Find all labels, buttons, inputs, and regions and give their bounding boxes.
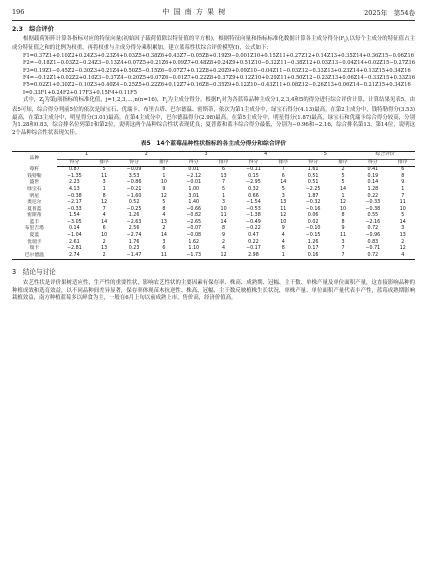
table-cell: −0.86 <box>126 180 142 186</box>
table-cell: 4 <box>281 239 285 245</box>
table-row <box>12 180 415 187</box>
table-cell: 0.52 <box>128 200 140 206</box>
table-cell: 11 <box>101 173 108 179</box>
cell-variety: 绿宝石 <box>27 186 42 192</box>
table-cell: 1.26 <box>307 239 319 245</box>
table-cell: −0.33 <box>66 206 82 212</box>
cell-variety: 瑞卡 <box>29 246 40 252</box>
table-row <box>12 233 415 240</box>
table-cell: −3.05 <box>66 219 82 225</box>
table-cell: 5 <box>222 186 226 192</box>
table-cell: 13 <box>101 246 108 252</box>
table-cell: 0.16 <box>296 253 331 260</box>
table-cell: −0.32 <box>305 200 321 206</box>
table-cell: 7 <box>401 193 405 199</box>
table-cell: 3 <box>401 226 405 232</box>
table-cell: 0.15 <box>248 173 259 179</box>
table-cell: 7 <box>281 167 285 173</box>
table-cell: 0.02 <box>307 219 319 225</box>
table-cell: −0.11 <box>246 167 261 173</box>
table-cell: −2.81 <box>66 246 82 252</box>
table-cell: 13 <box>399 233 406 239</box>
table-cell: 0.23 <box>128 246 140 252</box>
col-rank: 排序 <box>152 159 176 167</box>
table-cell: 9 <box>222 233 226 239</box>
table-cell: 5 <box>102 167 106 173</box>
table-cell: 1 <box>222 193 226 199</box>
table-cell: 10 <box>220 206 227 212</box>
table-cell: 1.62 <box>188 239 200 245</box>
table-cell: 14 <box>160 233 167 239</box>
table-cell: −0.22 <box>246 226 261 232</box>
table-cell: 5 <box>341 173 345 179</box>
table-cell: 2 <box>102 239 106 245</box>
table-cell: 9 <box>401 180 405 186</box>
equation-f5: F5=0.02Z1+0.30Z2−0.10Z3+0.40Z4−0.25Z5+0.22Z6+0.12Z7+0.16Z8−0.35Z9+0.12Z10−0.43Z11+0.08Z12−0.26Z13+0.06Z14−0.21Z15+0.34Z16 <box>23 82 411 89</box>
table-cell: 1 <box>401 186 405 192</box>
col-score: 得分 <box>116 159 151 167</box>
table-cell: 12 <box>160 193 167 199</box>
cell-variety: 夏蓝 <box>29 233 40 239</box>
table-cell: 13 <box>160 219 167 225</box>
table-cell: 5 <box>162 200 166 206</box>
table-cell: −2.17 <box>66 200 82 206</box>
table-cell: −0.09 <box>126 167 142 173</box>
table-cell: −0.71 <box>365 246 381 252</box>
equation-f4: F4=−0.12Z1+0.02Z2+0.10Z3−0.37Z4−0.20Z5+0.07Z6−0.01Z7+0.22Z8+0.37Z9+0.12Z10+0.29Z11+0.50Z12−0.23Z13+0.06Z14−0.33Z15+0.33Z16 <box>23 75 415 82</box>
col-group-2: 2 <box>116 151 176 159</box>
table-cell: 14 <box>101 219 108 225</box>
table-cell: 1 <box>341 193 345 199</box>
table-cell: 8 <box>162 167 166 173</box>
col-rank: 排序 <box>271 159 295 167</box>
table-cell: 0.19 <box>367 173 379 179</box>
table-cell: 1.61 <box>307 167 319 173</box>
page-number: 196 <box>12 8 25 16</box>
cell-variety: 明星 <box>29 193 40 199</box>
col-rank: 排序 <box>390 159 415 167</box>
table-cell: 3 <box>341 239 345 245</box>
table-cell: −0.96 <box>365 233 381 239</box>
running-header <box>12 6 415 21</box>
col-group-total: 综合评价 <box>355 151 415 159</box>
table-cell: 0.22 <box>248 239 259 245</box>
table-cell: 10 <box>101 233 108 239</box>
table-cell: 10 <box>280 219 287 225</box>
table-cell: 5 <box>341 180 345 186</box>
col-rank: 排序 <box>331 159 355 167</box>
table-cell: −0.25 <box>126 206 142 212</box>
table-cell: 2 <box>92 253 116 260</box>
table-cell: −2.12 <box>186 173 202 179</box>
table-cell: 11 <box>152 253 176 260</box>
table-cell: 7 <box>222 180 226 186</box>
cell-variety: 布里吉塔 <box>24 226 44 232</box>
table-cell: 2.23 <box>68 180 80 186</box>
table-cell: 14 <box>280 180 287 186</box>
table-cell: 13 <box>220 173 227 179</box>
table-row <box>12 167 415 174</box>
table-cell: 0.66 <box>248 193 259 199</box>
col-group-4: 4 <box>236 151 296 159</box>
table-cell: 2 <box>341 167 345 173</box>
table-cell: 8 <box>162 206 166 212</box>
table-body <box>12 167 415 260</box>
cell-variety: 钱特勒 <box>27 173 42 179</box>
table-cell: 2 <box>222 239 226 245</box>
cell-variety: 夏普蓝 <box>27 206 42 212</box>
table-cell: −1.35 <box>66 173 82 179</box>
table-cell: −0.53 <box>246 206 261 212</box>
table-cell: −0.08 <box>186 233 202 239</box>
table-cell: −1.60 <box>126 193 142 199</box>
table-cell: 14 <box>220 219 227 225</box>
section-heading: 2.3 综合评价 <box>12 26 54 33</box>
table-cell: 13 <box>280 200 287 206</box>
table-cell: 1.00 <box>188 186 200 192</box>
table-cell: −0.33 <box>365 200 381 206</box>
table-cell: −1.38 <box>246 213 261 219</box>
table-cell: 0.55 <box>367 213 379 219</box>
conclusion-paragraph: 农艺性状是评价果树适应性、生产性的重要性状，影响农艺性状的主要因素有保存率、株高、成熟期、冠幅、主干数、单株产量及单位面积产量，这直接影响品种的种植成效和选育效益，以不同品种间差异显著，保存率体现苗木抗逆性、株高、冠幅、主干数反映植株生长状况，单株产量、单位面积产量代表丰产性，蓝莓成熟期影响栽植效益，南方种植蓝莓多以鲜食为主，一般在6月上旬以前成熟上市，售价高，经济价值高。 <box>12 280 415 302</box>
table-cell: 6 <box>401 167 405 173</box>
table-cell: −0.66 <box>186 206 202 212</box>
paragraph-results: 式中，$Z_j$为第j项指标的标准化值，j=1,2,3,…,n(n=16)，$F_i$为主成分得分。根据$F_i$对为各蓝莓品种主成分1,2,3,4和5的得分进行综合评价计算，计算结果见表5，由表5可知，综合得分判前5位的依次是绿宝石、优瑞卡、布里吉塔、巴尔德温、密斯蒂，依次为第1主成分中，绿宝石得分(4.13)最高，在第2主成分中，钱特勒得分(3.53)最高，在第3主成分中，明星得分(3.01)最高，在第4主成分中，巴尔德温得分(2.98)最高，在第5主成分中，明星得分(1.87)最高，绿宝石和优瑞卡综合得分较高，分别为1.28和0.83，综合排名位列第1和第2位，说明这两个品种综合性状表现优良；夏普蓝和蓝丰综合得分最低，分别为−0.96和−2.16，综合排名第13、第14位，说明这2个品种综合性状表现欠佳。 <box>12 97 415 136</box>
equation-f2: F2=−0.18Z1−0.03Z2−0.24Z3−0.13Z4+0.07Z5+0.21Z6+0.09Z7+0.48Z8+0.24Z9+0.51Z10−0.32Z11−0.38Z12+0.03Z13−0.04Z14+0.02Z15−0.27Z16 <box>23 60 415 67</box>
conclusion-heading: 3 结论与讨论 <box>12 268 56 277</box>
table-cell: 1.40 <box>188 200 200 206</box>
table-cell: −2.63 <box>126 219 142 225</box>
col-group-5: 5 <box>296 151 356 159</box>
equation-f3: F3=0.19Z1−0.45Z2−0.30Z3+0.21Z4+0.50Z5−0.15Z6−0.07Z7+0.12Z8+0.20Z9+0.09Z10−0.04Z11−0.03Z12−0.33Z13+0.23Z14+0.13Z15+0.34Z16 <box>23 67 411 74</box>
table-cell: 3.01 <box>188 193 200 199</box>
table-row <box>12 200 415 207</box>
table-cell: 2.98 <box>236 253 271 260</box>
table-cell: 0.72 <box>367 226 379 232</box>
table-cell: 6 <box>102 226 106 232</box>
table-cell: 9 <box>341 226 345 232</box>
table-cell: −0.07 <box>186 226 202 232</box>
table-cell: 6 <box>162 246 166 252</box>
table-cell: −2.65 <box>186 219 202 225</box>
table-cell: 3.53 <box>128 173 140 179</box>
equations <box>12 53 415 97</box>
table-cell: 4 <box>390 253 415 260</box>
table-cell: 5 <box>401 213 405 219</box>
table-cell: 10 <box>339 206 347 212</box>
col-score: 得分 <box>57 159 92 167</box>
col-score: 得分 <box>176 159 211 167</box>
table-cell: 1.76 <box>128 239 140 245</box>
cell-variety: 优瑞卡 <box>27 239 42 245</box>
table-cell: 3 <box>162 239 166 245</box>
table-cell: 2 <box>401 239 405 245</box>
col-score: 得分 <box>296 159 331 167</box>
table-cell: −1.04 <box>66 233 82 239</box>
table-cell: 0.06 <box>307 213 319 219</box>
table-cell: −0.82 <box>186 213 202 219</box>
table-cell: 1.54 <box>68 213 80 219</box>
col-rank: 排序 <box>211 159 235 167</box>
score-table <box>12 151 415 261</box>
table-cell: 2.61 <box>68 239 80 245</box>
table-cell: 12 <box>339 200 347 206</box>
table-cell: 2 <box>162 226 166 232</box>
table-cell: −2.16 <box>365 219 381 225</box>
table-cell: −0.38 <box>365 206 381 212</box>
table-cell: 9 <box>162 186 166 192</box>
table-cell: −1.73 <box>176 253 211 260</box>
col-rank: 排序 <box>92 159 116 167</box>
table-cell: 10 <box>160 180 167 186</box>
table-cell: −2.25 <box>305 186 321 192</box>
table-cell: 12 <box>280 213 287 219</box>
table-cell: 4 <box>281 233 285 239</box>
col-score: 得分 <box>355 159 390 167</box>
table-cell: 1.87 <box>307 193 319 199</box>
table-cell: 11 <box>220 213 227 219</box>
table-cell: 3 <box>222 200 226 206</box>
table-cell: 10 <box>399 206 406 212</box>
table-cell: 0.51 <box>307 180 319 186</box>
cell-variety: 莓籽 <box>29 166 40 172</box>
table-cell: 12 <box>399 246 406 252</box>
table-cell: −0.17 <box>246 246 261 252</box>
table-cell: 1 <box>162 173 166 179</box>
issue-info: 2025年 第54卷 <box>364 8 415 17</box>
table-cell: 14 <box>399 219 406 225</box>
table-cell: 4.13 <box>68 186 80 192</box>
table-cell: −0.38 <box>66 193 82 199</box>
table-cell: 11 <box>399 200 406 206</box>
article-body <box>12 24 415 303</box>
table-cell: 4 <box>102 213 106 219</box>
table-cell: 1 <box>271 253 295 260</box>
table-cell: −0.15 <box>305 233 321 239</box>
table-cell: 0.32 <box>248 186 259 192</box>
table-cell: 0.72 <box>355 253 390 260</box>
table-cell: 8 <box>281 246 285 252</box>
table-cell: 1.26 <box>128 213 140 219</box>
equation-i: Ⅰ=0.33F1+0.24F2+0.17F3+0.15F4+0.11F5 <box>23 89 137 96</box>
table-cell: 8 <box>341 219 345 225</box>
table-cell: 1 <box>102 186 106 192</box>
table-cell: 12 <box>211 253 235 260</box>
table-row <box>12 246 415 253</box>
table-cell: −2.74 <box>126 233 142 239</box>
table-cell: 4 <box>162 213 166 219</box>
table-cell: 4 <box>222 246 226 252</box>
table-cell: −0.01 <box>186 180 202 186</box>
table-cell: 0.17 <box>307 246 319 252</box>
col-group-3: 3 <box>176 151 236 159</box>
paragraph-method: 根据载荷矩阵计算各指标对应的特征向量(初始因子载荷值除以特征值的平方根)，根据特征向量和指标标准化数据计算各主成分得分$(F_i)$,以每个主成分的特征值占主成分特征值之和的比例为权重，再将权重与主成分得分乘积累加，建立蓝莓性状综合评价模型(Ⅰ)，公式如下： <box>12 35 415 52</box>
table-row <box>12 253 415 260</box>
table-caption: 表5 14个蓝莓品种性状指标的各主成分得分和综合评价 <box>140 141 287 148</box>
table-cell: 0.22 <box>367 193 379 199</box>
table-cell: 8 <box>401 173 405 179</box>
table-cell: 0.41 <box>367 167 379 173</box>
table-cell: −1.47 <box>116 253 151 260</box>
table-cell: 6 <box>222 167 226 173</box>
table-cell: 8 <box>222 226 226 232</box>
table-cell: 8 <box>341 213 345 219</box>
table-cell: 0.83 <box>367 239 379 245</box>
table-cell: 8 <box>102 193 106 199</box>
cell-variety: 盛世 <box>29 180 40 186</box>
col-variety: 品种 <box>12 151 57 166</box>
table-cell: 7 <box>102 206 106 212</box>
table-cell: 3 <box>102 180 106 186</box>
table-row <box>12 187 415 194</box>
table-cell: −1.54 <box>246 200 261 206</box>
cell-variety: 巴尔德温 <box>12 253 57 260</box>
table-cell: −2.95 <box>246 180 261 186</box>
table-cell: 0.01 <box>188 167 200 173</box>
table-cell: 5 <box>281 186 285 192</box>
table-cell: 3 <box>281 193 285 199</box>
table-cell: 6 <box>281 173 285 179</box>
table-cell: 1.28 <box>367 186 379 192</box>
equation-f1: F1=0.37Z1+0.10Z2+0.24Z3+0.23Z4+0.03Z5+0.38Z6+0.43Z7−0.05Z8+0.19Z9−0.001Z10+0.15Z11+0.27Z12+0.14Z13+0.35Z14+0.36Z15−0.06Z16 <box>23 52 414 59</box>
table-cell: 11 <box>280 206 287 212</box>
table-cell: −0.49 <box>246 219 261 225</box>
table-cell: 0.47 <box>248 233 259 239</box>
table-cell: 12 <box>101 200 108 206</box>
table-cell: −0.10 <box>305 226 321 232</box>
table-cell: 14 <box>339 186 347 192</box>
table-cell: 2.56 <box>128 226 140 232</box>
table-cell: 7 <box>331 253 355 260</box>
table-cell: 0.14 <box>68 226 80 232</box>
table-cell: 11 <box>339 233 347 239</box>
cell-variety: 蓝丰 <box>29 219 40 225</box>
cell-variety: 奥尼尔 <box>27 200 42 206</box>
journal-title: 中 国 南 方 果 树 <box>162 8 227 16</box>
table-cell: 9 <box>281 226 285 232</box>
col-group-1: 1 <box>57 151 117 159</box>
cell-variety: 密斯蒂 <box>27 213 42 219</box>
table-row <box>12 213 415 220</box>
table-cell: 2.74 <box>57 253 92 260</box>
table-cell: 0.14 <box>367 180 379 186</box>
col-score: 得分 <box>236 159 271 167</box>
table-cell: −0.16 <box>305 206 321 212</box>
table-cell: 7 <box>341 246 345 252</box>
table-cell: 0.51 <box>307 173 319 179</box>
table-cell: 0.87 <box>68 167 80 173</box>
table-cell: 1.10 <box>188 246 200 252</box>
table-cell: −0.21 <box>126 186 142 192</box>
